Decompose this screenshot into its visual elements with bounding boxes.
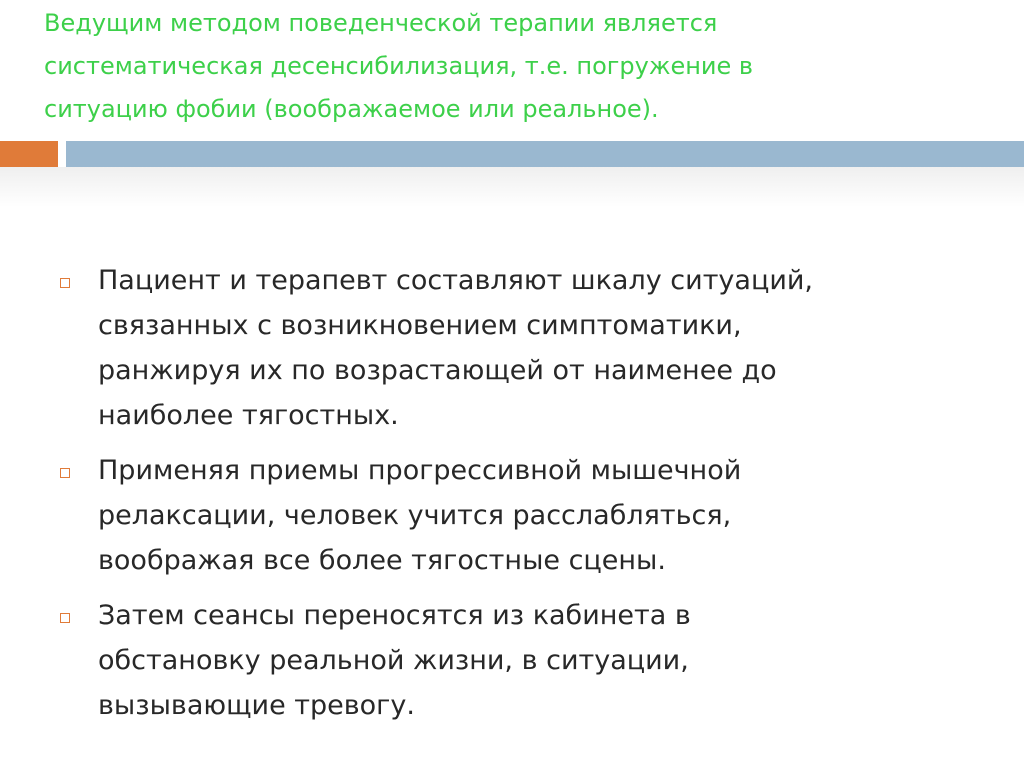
- bullet-text-line: связанных с возникновением симптоматики,: [98, 310, 742, 341]
- slide-title-line: ситуацию фобии (воображаемое или реальное).: [44, 95, 659, 123]
- hollow-square-bullet-icon: [60, 613, 70, 623]
- bullet-text-line: Затем сеансы переносятся из кабинета в: [98, 600, 691, 631]
- bullet-text-line: релаксации, человек учится расслабляться,: [98, 500, 732, 531]
- hollow-square-bullet-icon: [60, 468, 70, 478]
- hollow-square-bullet-icon: [60, 278, 70, 288]
- slide-title-line: систематическая десенсибилизация, т.е. погружение в: [44, 52, 754, 80]
- title-divider-blue-bar: [66, 141, 1024, 167]
- bullet-text-line: обстановку реальной жизни, в ситуации,: [98, 645, 689, 676]
- bullet-text-line: наиболее тягостных.: [98, 400, 399, 431]
- bullet-text-line: воображая все более тягостные сцены.: [98, 545, 666, 576]
- bullet-text-line: Пациент и терапевт составляют шкалу ситуаций,: [98, 265, 813, 296]
- divider-shadow: [0, 167, 1024, 207]
- bullet-text-line: вызывающие тревогу.: [98, 690, 415, 721]
- bullet-item: [60, 258, 1000, 438]
- bullet-item: [60, 448, 1000, 583]
- bullet-list: [60, 258, 1000, 738]
- bullet-text-line: Применяя приемы прогрессивной мышечной: [98, 455, 742, 486]
- bullet-item: [60, 593, 1000, 728]
- bullet-text-line: ранжируя их по возрастающей от наименее до: [98, 355, 777, 386]
- slide-title-line: Ведущим методом поведенческой терапии является: [44, 9, 718, 37]
- title-divider-orange-block: [0, 141, 58, 167]
- slide-title: [44, 2, 1004, 131]
